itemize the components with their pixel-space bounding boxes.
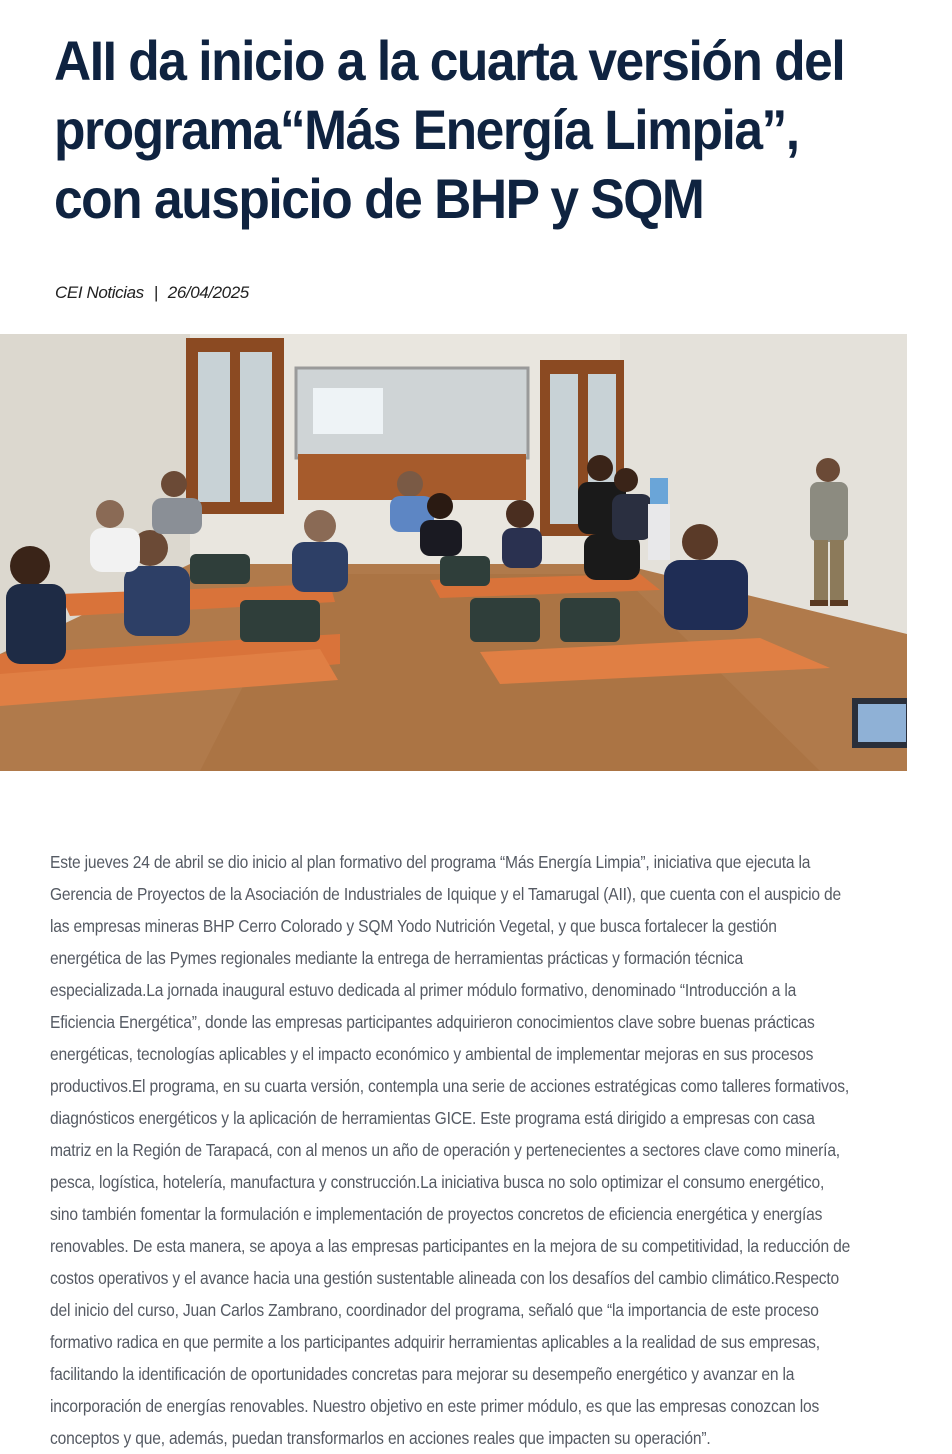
article-photo xyxy=(0,334,907,771)
article-date: 26/04/2025 xyxy=(167,283,249,302)
classroom-photo-illustration xyxy=(0,334,907,771)
article-title: AII da inicio a la cuarta versión del programa“Más Energía Limpia”, con auspicio de BHP y SQM xyxy=(54,29,845,230)
meta-separator: | xyxy=(153,283,158,302)
article-meta xyxy=(55,283,249,303)
article-body: Este jueves 24 de abril se dio inicio al plan formativo del programa “Más Energía Limpia”, iniciativa que ejecuta la Gerencia de Proyectos de la Asociación de Industriales de Iquique y el Tamarugal (AII), que cuenta con el auspicio de las empresas mineras BHP Cerro Colorado y SQM Yodo Nutrición Vegetal, y que busca fortalecer la gestión energética de las Pymes regionales mediante la entrega de herramientas prácticas y formación técnica especializada.La jornada inaugural estuvo dedicada al primer módulo formativo, denominado “Introducción a la Eficiencia Energética”, donde las empresas participantes adquirieron conocimientos clave sobre buenas prácticas energéticas, tecnologías aplicables y el impacto económico y ambiental de implementar mejoras en sus procesos productivos.El programa, en su cuarta versión, contempla una serie de acciones estratégicas como talleres formativos, diagnósticos energéticos y la aplicación de herramientas GICE. Este programa está dirigido a empresas con casa matriz en la Región de Tarapacá, con al menos un año de operación y pertenecientes a sectores clave como minería, pesca, logística, hotelería, manufactura y construcción.La iniciativa busca no solo optimizar el consumo energético, sino también fomentar la formulación e implementación de proyectos concretos de eficiencia energética y energías renovables. De esta manera, se apoya a las empresas participantes en la mejora de su competitividad, la reducción de costos operativos y el avance hacia una gestión sustentable alineada con los desafíos del cambio climático.Respecto del inicio del curso, Juan Carlos Zambrano, coordinador del programa, señaló que “la importancia de este proceso formativo radica en que permite a los participantes adquirir herramientas aplicables a la realidad de sus empresas, facilitando la identificación de oportunidades concretas para mejorar su desempeño energético y avanzar en la incorporación de energías renovables. Nuestro objetivo en este primer módulo, es que las empresas conozcan los conceptos y que, además, puedan transformarlos en acciones reales que impacten su operación”. xyxy=(50,852,851,1448)
article-source[interactable]: CEI Noticias xyxy=(55,283,144,302)
